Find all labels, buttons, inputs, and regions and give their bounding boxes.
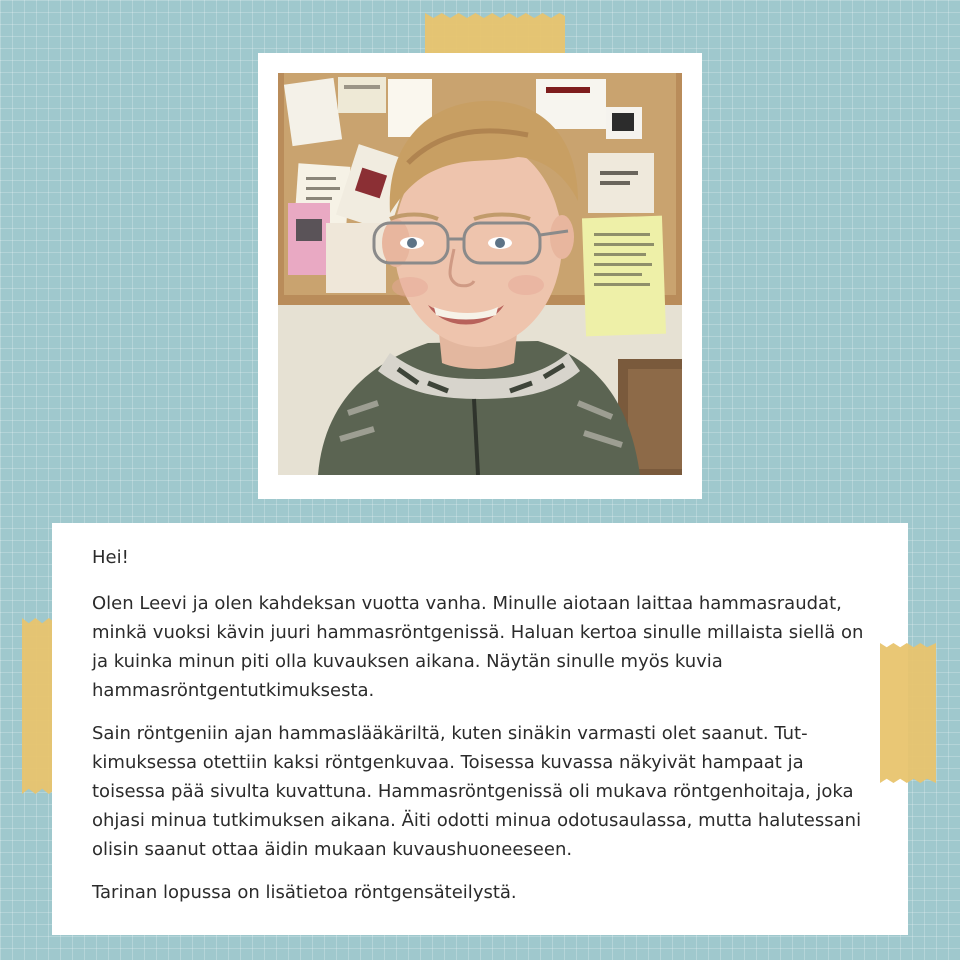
story-card — [52, 523, 908, 935]
tape-right — [880, 643, 936, 783]
story-paragraph-1: Olen Leevi ja olen kahdeksan vuotta vanha. Minulle aiotaan laittaa hammasraudat, minkä vuoksi kävin juuri hammasröntgenissä. Haluan kertoa sinulle millaista siellä on ja kuinka minun piti olla kuvauksen aikana. Näytän sinulle myös kuvia hammasröntgentutkimuksesta. — [92, 593, 864, 701]
boy-portrait-photo — [278, 73, 682, 475]
story-paragraph-2: Sain röntgeniin ajan hammaslääkäriltä, kuten sinäkin varmasti olet saanut. Tutkimuksessa otettiin kaksi röntgenkuvaa. Toisessa kuvassa näkyivät hampaat ja toisessa pää sivulta kuvattuna. Hammasröntgenissä oli mukava röntgenhoitaja, joka ohjasi minua tutkimuksen aikana. Äiti odotti minua odotusaulassa, mutta halutessani olisin saanut ottaa äidin mukaan kuvaushuoneeseen. — [92, 723, 862, 860]
story-paragraph-3: Tarinan lopussa on lisätietoa röntgensäteilystä. — [92, 882, 517, 903]
greeting: Hei! — [92, 547, 129, 568]
photo-frame — [258, 53, 702, 499]
photo-illustration — [278, 73, 682, 475]
